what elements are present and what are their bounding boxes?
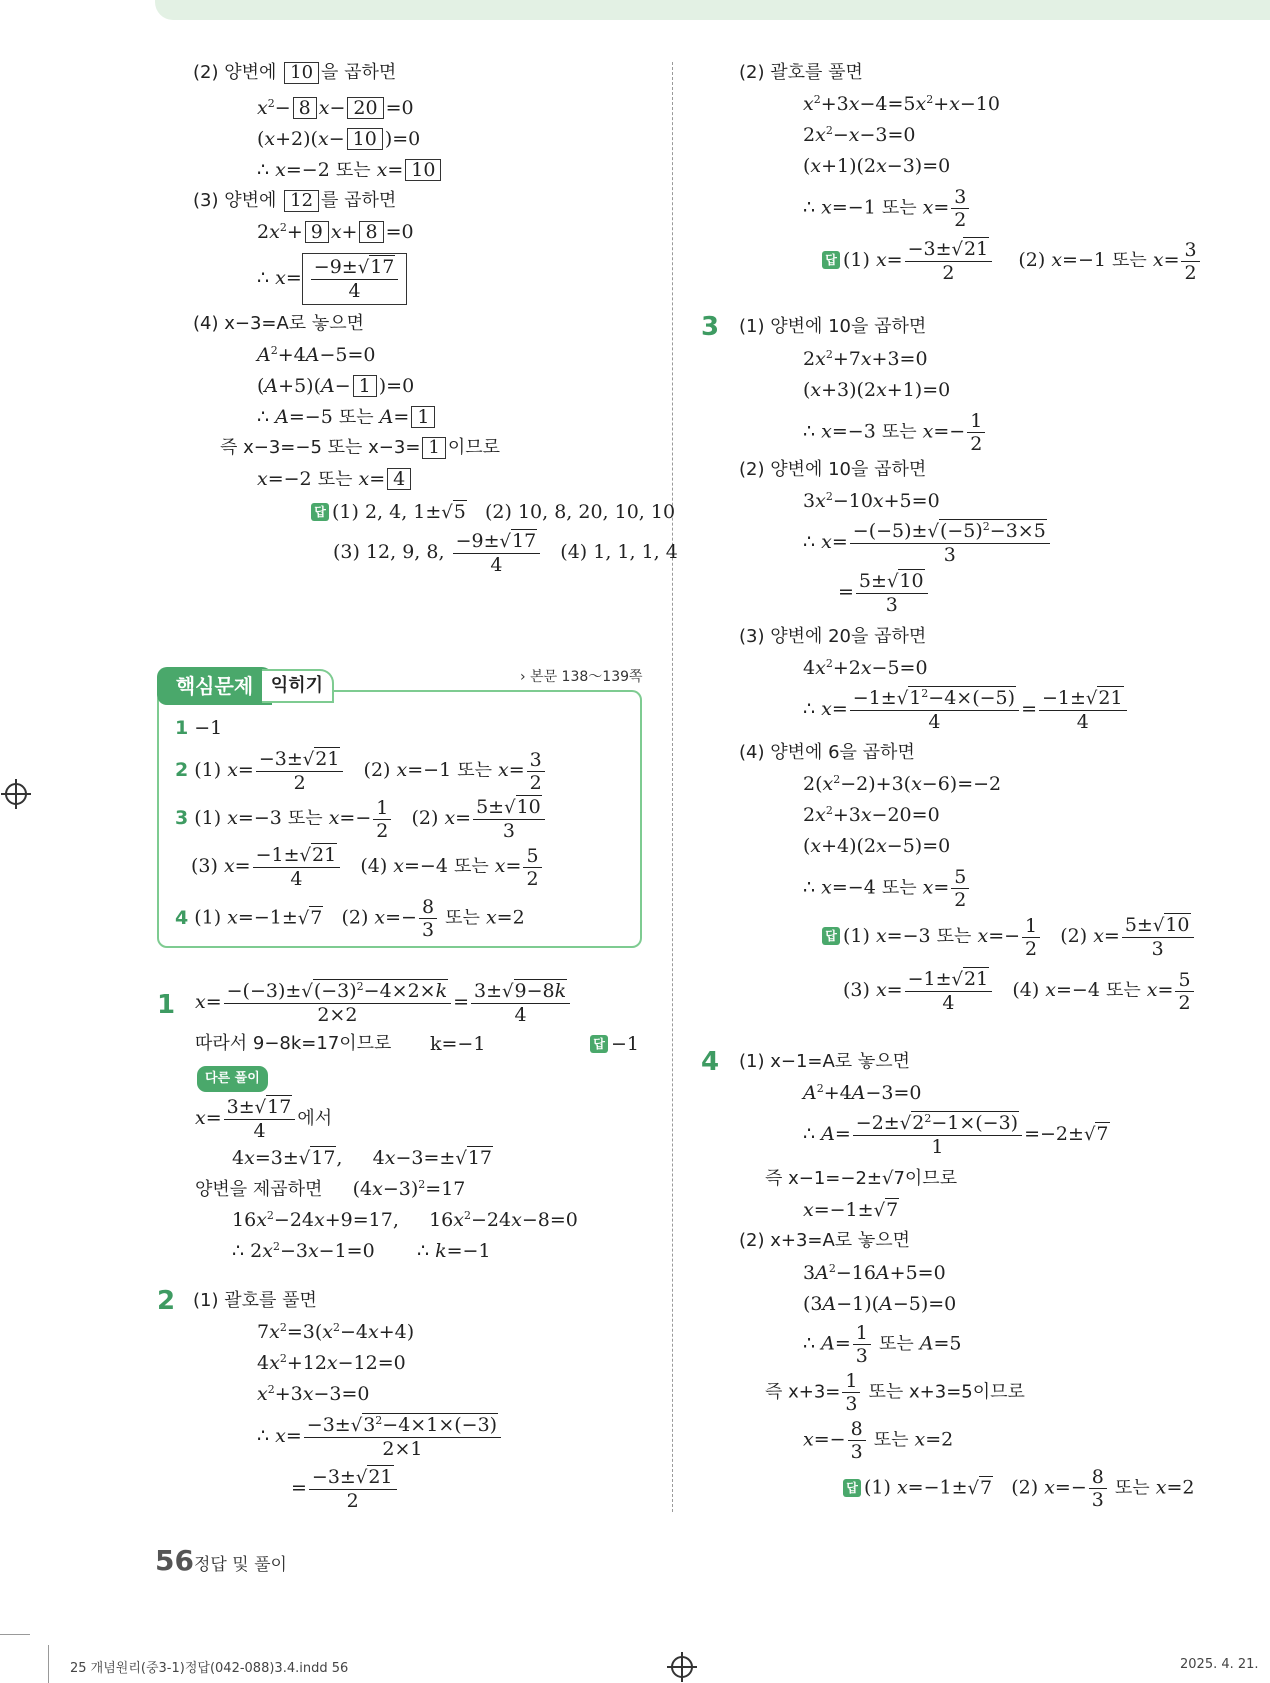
equation: $3A^2-16A+5=0$ bbox=[803, 1262, 946, 1284]
equation: x= $\frac{3\pm√17}{4}$ 에서 bbox=[195, 1096, 333, 1142]
print-slug: 25 개념원리(중3-1)정답(042-088)3.4.indd 56 bbox=[70, 1661, 349, 1676]
equation: $2(x^2-2)+3(x-6)=-2$ bbox=[803, 773, 1002, 795]
equation: (x+4)(2x−5)=0 bbox=[803, 835, 951, 857]
equation: 즉 x−3=−5 또는 x−3= 1 이므로 bbox=[220, 437, 501, 458]
equation: $x^2+3x-3=0$ bbox=[257, 1383, 370, 1405]
equation: ∴ x= $\frac{-1\pm√1^2-4\times(-5)}{4}$ = $\frac{-1\pm√21}{4}$ bbox=[803, 687, 1129, 733]
step-heading: (1) 양변에 10을 곱하면 bbox=[739, 316, 927, 337]
equation: x=−2 또는 x= 4 bbox=[257, 467, 413, 492]
answer-line: 답 (1) x=−1±√7 (2) x=− $\frac{8}{3}$ 또는 x=2 bbox=[843, 1466, 1194, 1511]
answer-line: (3) x= $\frac{-1\pm√21}{4}$ (4) x=−4 또는 x= $\frac{5}{2}$ bbox=[843, 968, 1196, 1014]
step-heading: (4) 양변에 6을 곱하면 bbox=[739, 742, 915, 763]
step-4-heading: (4) x−3=A로 놓으면 bbox=[193, 313, 365, 334]
equation: 양변을 제곱하면 $(4x-3)^2=17$ bbox=[195, 1178, 466, 1200]
answer-line: 답 −1 bbox=[590, 1032, 639, 1056]
equation: (x+3)(2x+1)=0 bbox=[803, 379, 951, 401]
equation: x=−1±√7 bbox=[803, 1199, 899, 1221]
step-3-heading: (3) 양변에 12 를 곱하면 bbox=[193, 190, 397, 211]
equation: 4x=3±√17, 4x−3=±√17 bbox=[232, 1147, 492, 1169]
equation: $16x^2-24x+9=17$, $16x^2-24x-8=0$ bbox=[232, 1209, 578, 1231]
step-heading: (2) 괄호를 풀면 bbox=[739, 62, 863, 83]
step-heading: (3) 양변에 20을 곱하면 bbox=[739, 626, 927, 647]
problem-number: 1 bbox=[157, 990, 176, 1020]
core-tab-sub: 익히기 bbox=[262, 669, 334, 703]
equation: $7x^2=3(x^2-4x+4)$ bbox=[257, 1321, 415, 1343]
answer-line: (3) 12, 9, 8, $\frac{-9\pm√17}{4}$ (4) 1, 1, 1, 4 bbox=[333, 530, 678, 576]
equation: ∴ x=−2 또는 x= 10 bbox=[257, 158, 443, 183]
core-answer-3: 3 (1) x=−3 또는 x=− $\frac{1}{2}$ (2) x= $\frac{5\pm√10}{3}$ bbox=[175, 796, 547, 842]
equation: x=− $\frac{8}{3}$ 또는 x=2 bbox=[803, 1418, 954, 1463]
equation: $2x^2-x-3=0$ bbox=[803, 124, 916, 146]
equation: x= $\frac{-(-3)\pm√(-3)^2-4\times 2\times k}{2\times 2}$ = $\frac{3\pm√9-8k}{4}$ bbox=[195, 980, 572, 1026]
problem-number: 3 bbox=[701, 312, 720, 342]
alt-solution-badge: 다른 풀이 bbox=[197, 1064, 268, 1092]
equation: k=−1 bbox=[430, 1033, 486, 1055]
equation: $x^2+3x-4=5x^2+x-10$ bbox=[803, 93, 1000, 115]
equation: $x^2- 8$ x− 20 =0 bbox=[257, 97, 414, 119]
step-heading: (2) 양변에 10을 곱하면 bbox=[739, 459, 927, 480]
registration-mark-icon bbox=[5, 783, 27, 805]
page-number: 56 bbox=[155, 1544, 194, 1577]
step-heading: (2) x+3=A로 놓으면 bbox=[739, 1230, 911, 1251]
equation: ∴ A=−5 또는 A= 1 bbox=[257, 405, 437, 430]
equation: 즉 x−1=−2±√7이므로 bbox=[765, 1168, 958, 1189]
step-heading: (1) x−1=A로 놓으면 bbox=[739, 1051, 911, 1072]
equation: ∴ x= $\frac{-9\pm√17}{4}$ bbox=[257, 253, 407, 305]
registration-mark-icon bbox=[671, 1656, 693, 1678]
answer-line: 답 (1) x=−3 또는 x=− $\frac{1}{2}$ (2) x= $\frac{5\pm√10}{3}$ bbox=[822, 914, 1196, 960]
equation: (x+2)(x− 10 )=0 bbox=[257, 128, 421, 150]
equation: ∴ A= $\frac{-2\pm√2^2-1\times(-3)}{1}$ =−2±√7 bbox=[803, 1112, 1109, 1158]
equation: $2x^2+7x+3=0$ bbox=[803, 348, 928, 370]
problem-number: 2 bbox=[157, 1286, 176, 1316]
equation: ∴ A= $\frac{1}{3}$ 또는 A=5 bbox=[803, 1322, 962, 1367]
equation: 따라서 9−8k=17이므로 bbox=[195, 1033, 392, 1054]
equation: ∴ x=−1 또는 x= $\frac{3}{2}$ bbox=[803, 186, 971, 231]
core-tab: 핵심문제 bbox=[157, 667, 272, 705]
equation: = $\frac{-3\pm√21}{2}$ bbox=[291, 1466, 399, 1512]
core-answer-2: 2 (1) x= $\frac{-3\pm√21}{2}$ (2) x=−1 또는 x= $\frac{3}{2}$ bbox=[175, 748, 547, 794]
crop-mark bbox=[48, 1645, 49, 1683]
core-answer-4: 4 (1) x=−1±√7 (2) x=− $\frac{8}{3}$ 또는 x=2 bbox=[175, 896, 525, 941]
print-date: 2025. 4. 21. bbox=[1180, 1657, 1259, 1672]
equation: $A^2+4A-5=0$ bbox=[257, 344, 376, 366]
section-label: 정답 및 풀이 bbox=[194, 1555, 287, 1575]
answer-line: 답 (1) x= $\frac{-3\pm√21}{2}$ (2) x=−1 또는 x= $\frac{3}{2}$ bbox=[822, 238, 1202, 284]
core-answer-3b: (3) x= $\frac{-1\pm√21}{4}$ (4) x=−4 또는 x= $\frac{5}{2}$ bbox=[191, 844, 544, 890]
equation: (A+5)(A− 1 )=0 bbox=[257, 375, 415, 397]
top-band bbox=[155, 0, 1270, 20]
equation: $2x^2+ 9$ x+ 8 =0 bbox=[257, 221, 414, 243]
column-divider bbox=[672, 62, 673, 1512]
equation: ∴ x= $\frac{-(-5)\pm√(-5)^2-3\times 5}{3}$ bbox=[803, 520, 1052, 566]
equation: ∴ x= $\frac{-3\pm√3^2-4\times 1\times(-3)}{2\times 1}$ bbox=[257, 1414, 503, 1460]
step-2-heading: (2) 양변에 10 을 곱하면 bbox=[193, 62, 397, 83]
equation: (x+1)(2x−3)=0 bbox=[803, 155, 951, 177]
equation: = $\frac{5\pm√10}{3}$ bbox=[838, 570, 930, 616]
equation: $4x^2+2x-5=0$ bbox=[803, 657, 928, 679]
equation: $4x^2+12x-12=0$ bbox=[257, 1352, 406, 1374]
equation: ∴ $2x^2-3x-1=0$ ∴ k=−1 bbox=[232, 1240, 491, 1262]
answer-line: 답 (1) 2, 4, 1±√5 (2) 10, 8, 20, 10, 10 bbox=[311, 500, 675, 525]
page-reference: › 본문 138～139쪽 bbox=[520, 669, 643, 685]
equation: 즉 x+3= $\frac{1}{3}$ 또는 x+3=5이므로 bbox=[765, 1370, 1025, 1415]
equation: ∴ x=−4 또는 x= $\frac{5}{2}$ bbox=[803, 866, 971, 911]
equation: (3A−1)(A−5)=0 bbox=[803, 1293, 957, 1315]
equation: ∴ x=−3 또는 x=− $\frac{1}{2}$ bbox=[803, 410, 987, 455]
step-heading: (1) 괄호를 풀면 bbox=[193, 1290, 317, 1311]
core-answer-1: 1 −1 bbox=[175, 717, 223, 739]
crop-mark bbox=[0, 1634, 30, 1635]
problem-number: 4 bbox=[701, 1047, 720, 1077]
equation: $A^2+4A-3=0$ bbox=[803, 1082, 922, 1104]
equation: $2x^2+3x-20=0$ bbox=[803, 804, 940, 826]
equation: $3x^2-10x+5=0$ bbox=[803, 490, 940, 512]
